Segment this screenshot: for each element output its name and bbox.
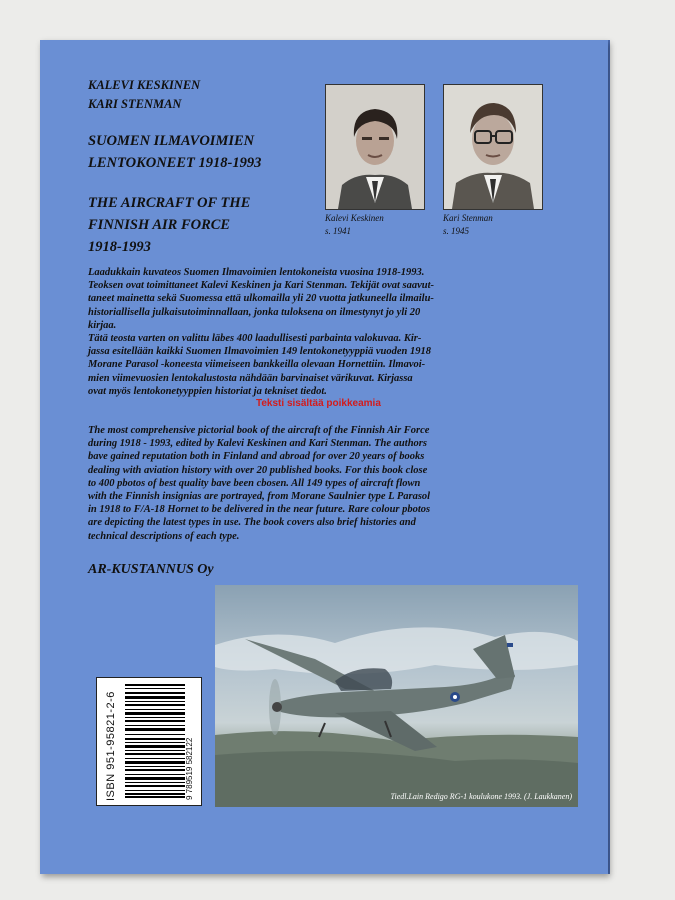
portrait-illustration xyxy=(444,85,542,209)
text-line: Laadukkain kuvateos Suomen Ilmavoimien lentokoneista vuosina 1918-1993. xyxy=(88,267,425,278)
text-line: mien viimevuosien lentokalustosta nähdään barvinaiset värikuvat. Kirjassa xyxy=(88,372,413,384)
title-finnish xyxy=(88,130,261,174)
text-line: historiallisella julkaisutoiminnallaan, jonka tuloksena on ilmestynyt jo yli 20 xyxy=(88,306,421,318)
aircraft-illustration xyxy=(215,585,578,807)
text-line: Morane Parasol -koneesta viimeiseen bankkeilla olevaan Hornettiin. Ilmavoi- xyxy=(88,359,426,371)
caption-name: Kari Stenman xyxy=(443,213,493,223)
isbn-barcode-box xyxy=(96,677,202,806)
author-names xyxy=(88,76,200,114)
text-line: during 1918 - 1993, edited by Kalevi Keskinen and Kari Stenman. The authors xyxy=(88,438,427,450)
text-line: taneet mainetta sekä Suomessa että ulkomailla yli 20 vuotta jatkuneella ilmailu- xyxy=(88,293,434,305)
title-line: THE AIRCRAFT OF THE xyxy=(88,195,251,211)
text-line: kirjaa. xyxy=(88,319,117,331)
author-portrait-stenman xyxy=(443,84,543,210)
publisher-name: AR-KUSTANNUS Oy xyxy=(88,562,214,577)
description-finnish xyxy=(88,266,568,398)
text-line: jassa esitellään kaikki Suomen Ilmavoimien 149 lentokonetyyppiä vuoden 1918 xyxy=(88,346,432,358)
text-line: technical descriptions of each type. xyxy=(88,530,240,542)
barcode-icon xyxy=(125,684,185,798)
title-line: LENTOKONEET 1918-1993 xyxy=(88,155,262,171)
barcode-number: 9 789519 582122 xyxy=(185,737,194,800)
title-line: 1918-1993 xyxy=(88,239,151,255)
caption-birth-year: s. 1945 xyxy=(443,226,470,236)
aircraft-photo xyxy=(215,585,578,807)
title-english xyxy=(88,192,250,258)
photo-credit-caption: Tiedl.Lain Redigo RG-1 koulukone 1993. (J. Laukkanen) xyxy=(390,792,572,801)
text-line: bave gained reputation both in Finland and abroad for over 20 years of books xyxy=(88,451,425,463)
author-name: KALEVI KESKINEN xyxy=(88,78,201,92)
title-line: SUOMEN ILMAVOIMIEN xyxy=(88,133,255,149)
author-name: KARI STENMAN xyxy=(88,97,182,111)
description-english xyxy=(88,424,568,543)
caption-birth-year: s. 1941 xyxy=(325,226,352,236)
portrait-caption-stenman xyxy=(443,212,493,238)
author-portrait-keskinen xyxy=(325,84,425,210)
text-line: to 400 pbotos of best quality bave been cbosen. All 149 types of aircraft flown xyxy=(88,477,421,489)
red-sticker-label: Teksti sisältää poikkeamia xyxy=(256,398,381,409)
caption-name: Kalevi Keskinen xyxy=(325,213,384,223)
text-line: Teoksen ovat toimittaneet Kalevi Keskinen ja Kari Stenman. Tekijät ovat saavut- xyxy=(88,280,435,292)
text-line: dealing with aviation history with over 20 published books. For this book close xyxy=(88,464,428,476)
title-line: FINNISH AIR FORCE xyxy=(88,217,231,233)
text-line: are depicting the latest types in use. The book covers also brief histories and xyxy=(88,517,416,529)
portrait-caption-keskinen xyxy=(325,212,384,238)
text-line: Tätä teosta varten on valittu läbes 400 laadullisesti parbainta valokuvaa. Kir- xyxy=(88,333,422,345)
barcode xyxy=(125,684,185,798)
isbn-number: ISBN 951-95821-2-6 xyxy=(105,691,117,801)
portrait-illustration xyxy=(326,85,424,209)
text-line: in 1918 to F/A-18 Hornet to be delivered in the near future. Rare colour pbotos xyxy=(88,504,431,516)
text-line: ovat myös lentokonetyyppien historiat ja tekniset tiedot. xyxy=(88,385,327,397)
text-line: with the Finnish insignias are portrayed, from Morane Saulnier type L Parasol xyxy=(88,491,431,503)
text-line: The most comprehensive pictorial book of the aircraft of the Finnish Air Force xyxy=(88,425,430,436)
